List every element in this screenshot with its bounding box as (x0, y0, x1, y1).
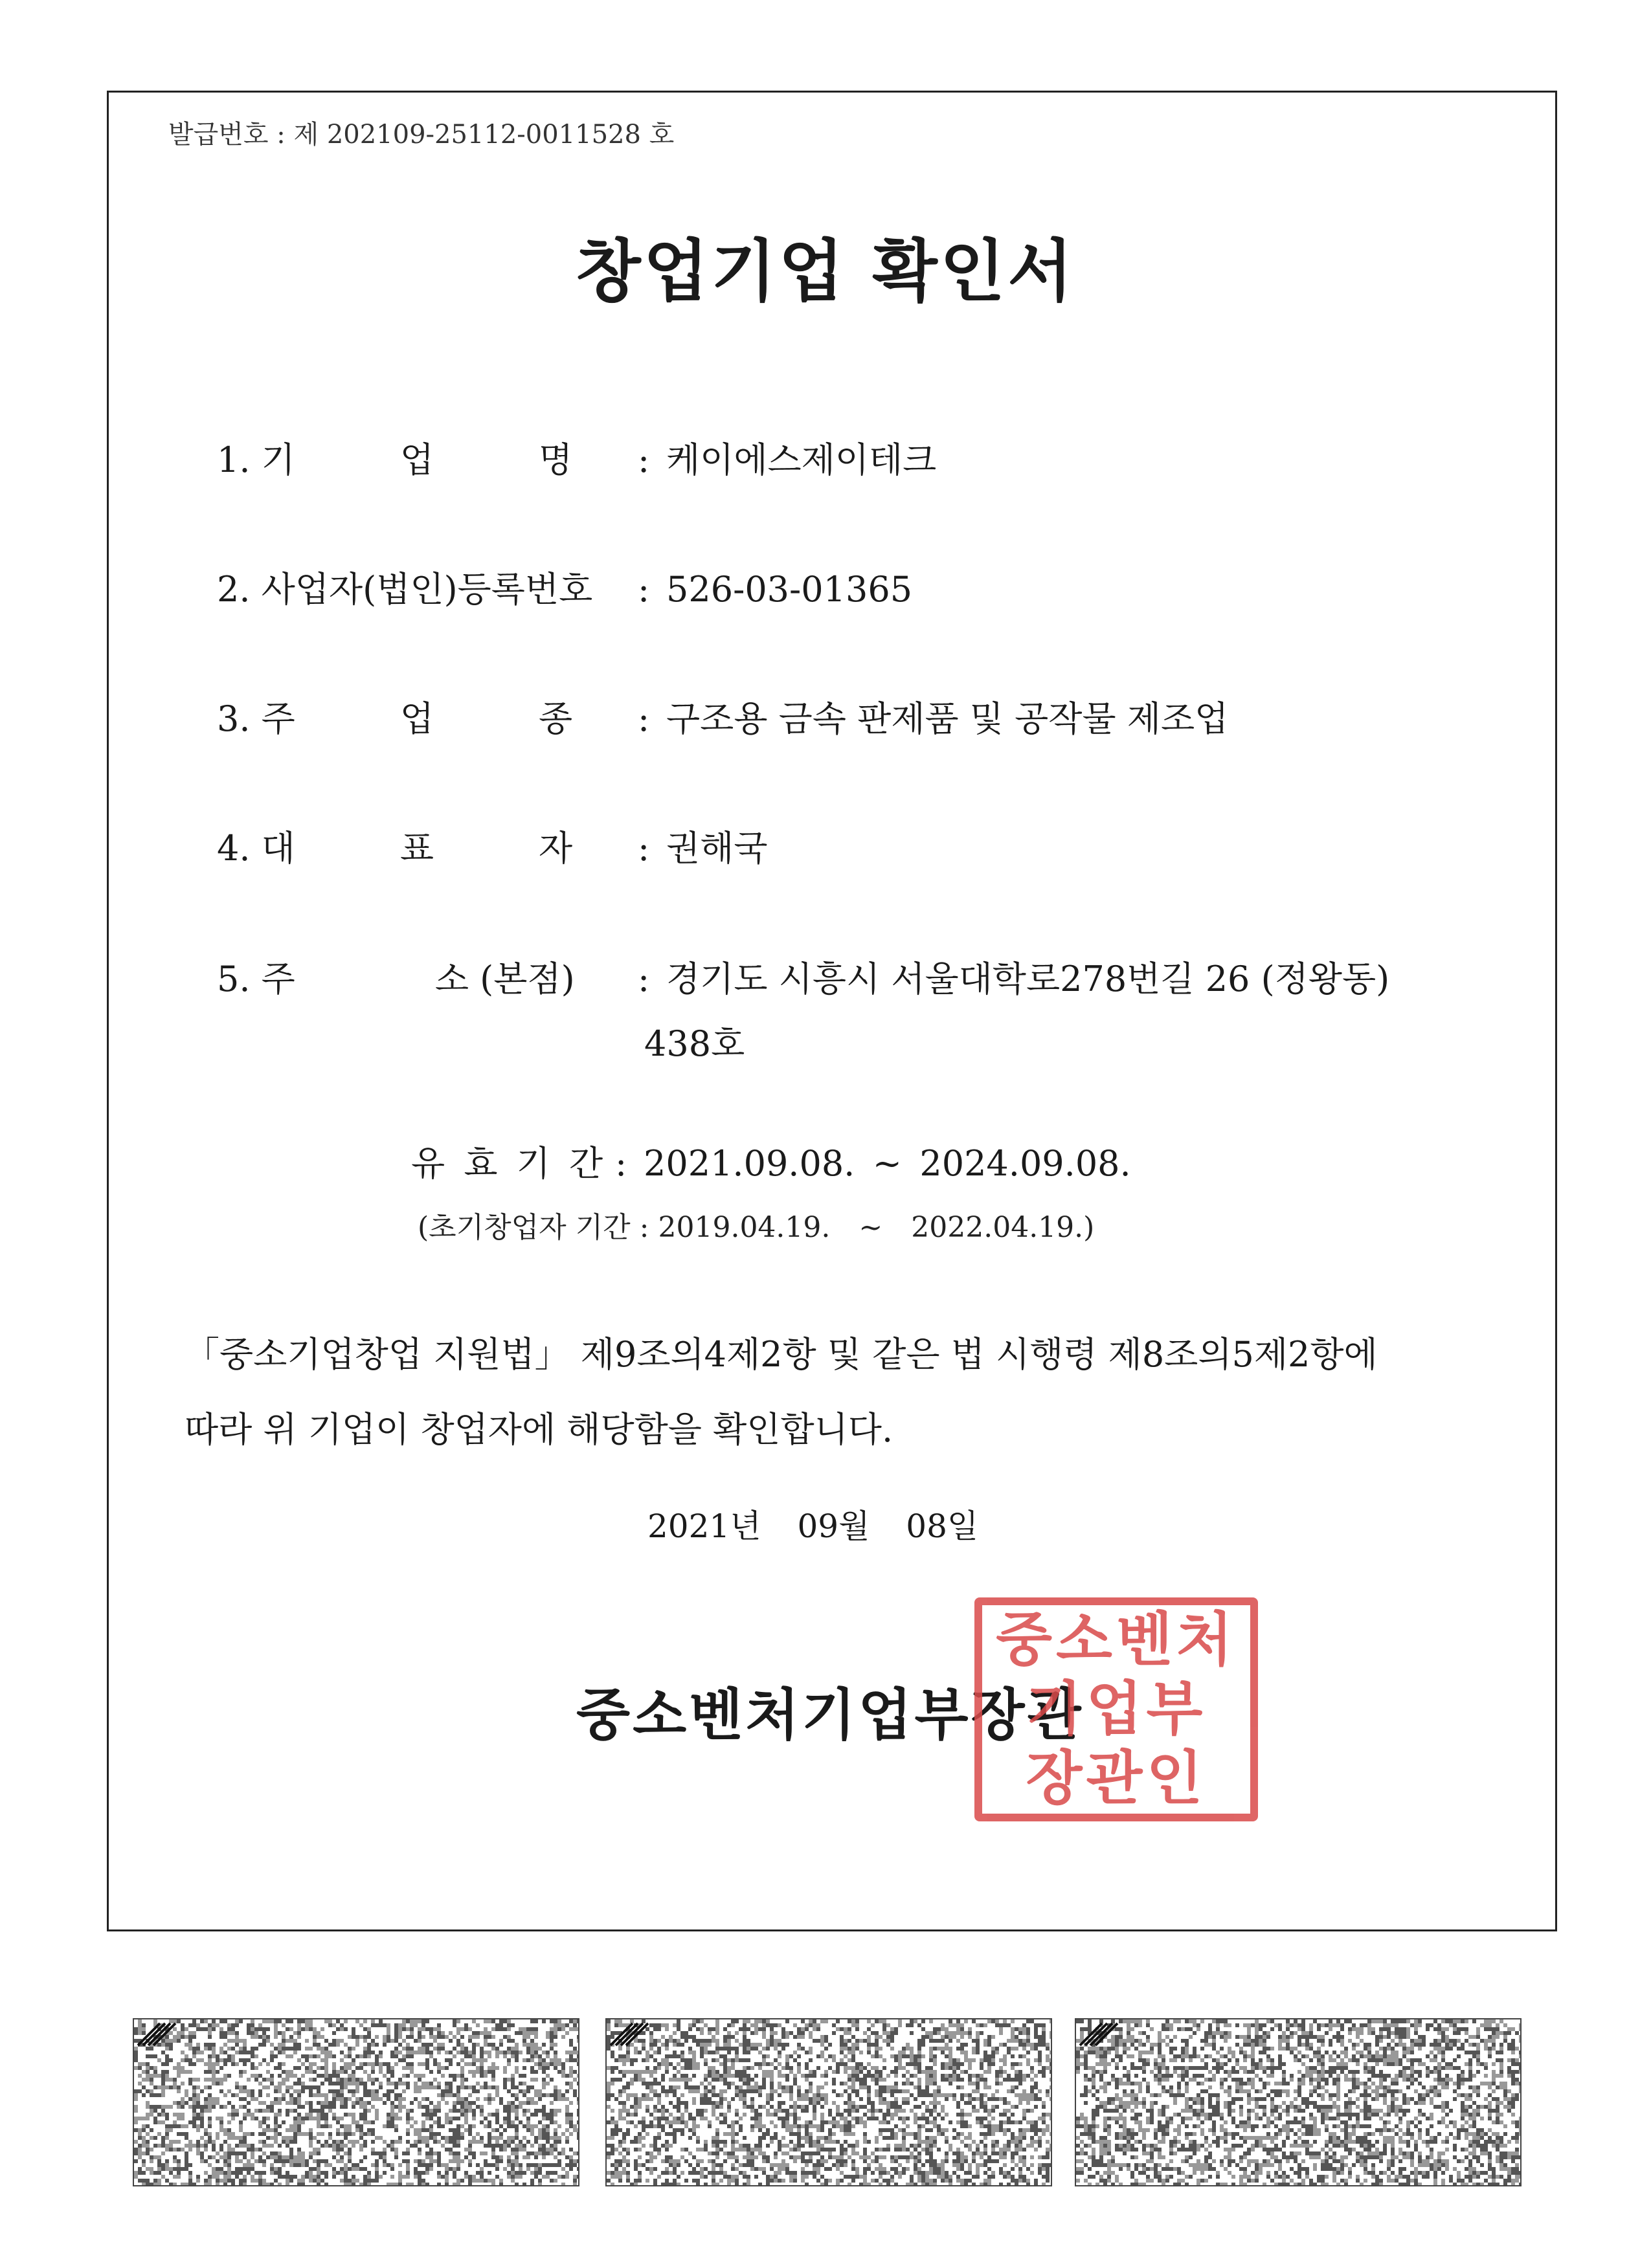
validity-end: 2024.09.08. (919, 1143, 1131, 1184)
field-label: 3. 주 업 종 (217, 698, 573, 739)
field-label: 2. 사업자(법인)등록번호 (217, 569, 593, 610)
field-address: 5. 주 소 (본점) : 경기도 시흥시 서울대학로278번길 26 (정왕동) (217, 951, 1389, 1001)
field-label: 1. 기 업 명 (217, 439, 573, 480)
validity-start: 2021.09.08. (644, 1143, 855, 1184)
field-value: 526-03-01365 (666, 569, 913, 610)
issue-date: 2021년 09월 08일 (647, 1507, 979, 1545)
early-founder-period: (초기창업자 기간 : 2019.04.19. ~ 2022.04.19.) (418, 1211, 1095, 1244)
validity-label: 유 효 기 간 (411, 1143, 607, 1184)
field-address-line2: 438호 (644, 1023, 745, 1064)
field-value: 구조용 금속 판제품 및 공작물 제조업 (666, 698, 1229, 739)
document-title: 창업기업 확인서 (576, 231, 1075, 311)
field-label: 5. 주 소 (본점) (217, 959, 575, 999)
seal-text: 장관인 (1026, 1744, 1207, 1813)
field-business-type: 3. 주 업 종 : 구조용 금속 판제품 및 공작물 제조업 (217, 691, 1228, 741)
2d-barcode (133, 2018, 579, 2186)
issue-number: 발급번호 : 제 202109-25112-0011528 호 (168, 120, 675, 150)
field-registration-number: 2. 사업자(법인)등록번호 : 526-03-01365 (217, 562, 912, 612)
field-value: 케이에스제이테크 (666, 439, 937, 480)
field-value: 경기도 시흥시 서울대학로278번길 26 (정왕동) (666, 959, 1390, 999)
official-seal (974, 1597, 1258, 1821)
field-value: 권해국 (666, 828, 768, 869)
field-label: 4. 대 표 자 (217, 828, 573, 869)
issuer-name: 중소벤처기업부장관 (576, 1682, 1084, 1748)
2d-barcode (605, 2018, 1052, 2186)
statement-line: 「중소기업창업 지원법」 제9조의4제2항 및 같은 법 시행령 제8조의5제2항에 (185, 1334, 1378, 1375)
field-representative: 4. 대 표 자 : 권해국 (217, 821, 768, 871)
statement-line: 따라 위 기업이 창업자에 해당함을 확인합니다. (185, 1409, 893, 1450)
validity-period: 유 효 기 간 : 2021.09.08. ~ 2024.09.08. (411, 1136, 1131, 1186)
validity-separator: ~ (872, 1143, 902, 1184)
seal-text: 기업부 (1026, 1674, 1207, 1743)
confirmation-statement (185, 1317, 1479, 1467)
2d-barcode (1075, 2018, 1522, 2186)
seal-text: 중소벤처 (996, 1605, 1237, 1674)
document-border (107, 91, 1557, 1931)
field-company-name: 1. 기 업 명 : 케이에스제이테크 (217, 432, 936, 482)
